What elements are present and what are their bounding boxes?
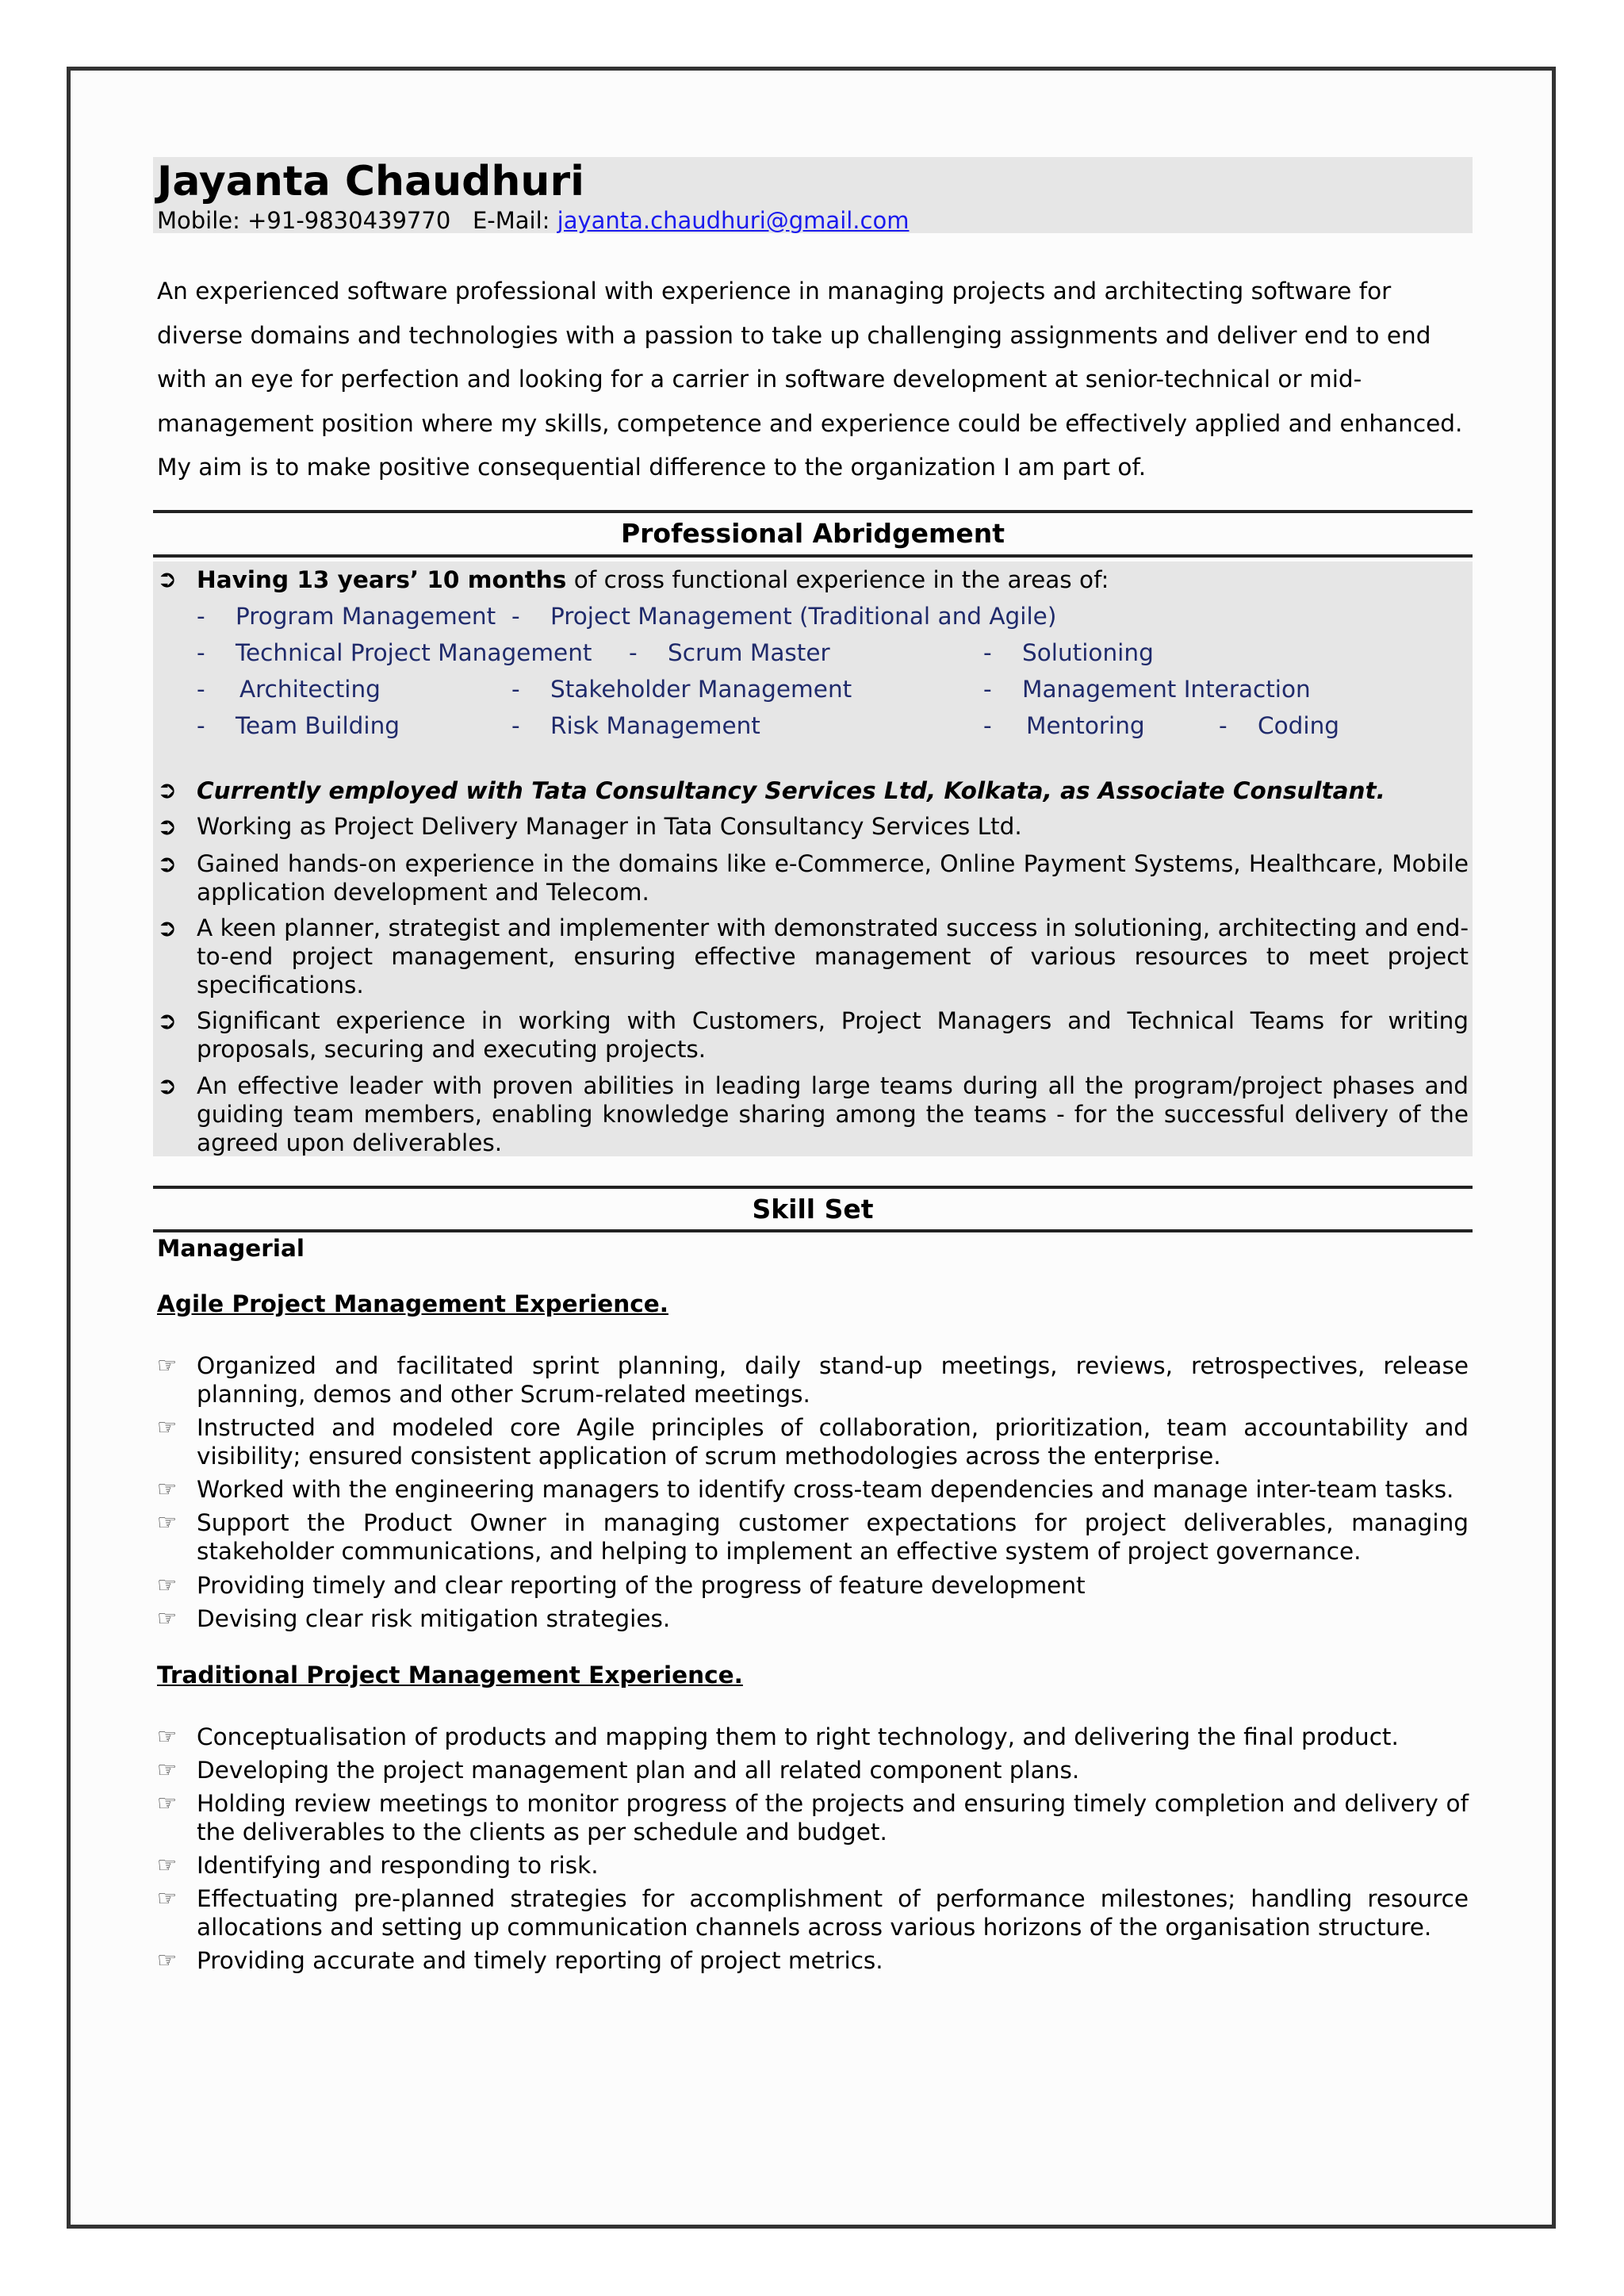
dash: - — [197, 603, 205, 630]
pointing-hand-icon: ☞ — [157, 1352, 178, 1378]
traditional-point: Identifying and responding to risk. — [197, 1852, 599, 1879]
traditional-point: Holding review meetings to monitor progress of the projects and ensuring timely completion and delivery of the deliverables to the clients as per schedule and budget. — [197, 1790, 1469, 1846]
traditional-point: Providing accurate and timely reporting of project metrics. — [197, 1947, 883, 1974]
agile-heading: Agile Project Management Experience. — [157, 1290, 668, 1317]
dash: - — [983, 676, 992, 703]
arrow-bullet-icon: ➲ — [157, 914, 178, 942]
abridgement-point: Gained hands-on experience in the domains like e-Commerce, Online Payment Systems, Healthcare, Mobile application development and Telecom. — [197, 850, 1469, 906]
current-employment: Currently employed with Tata Consultancy Services Ltd, Kolkata, as Associate Consultant. — [197, 777, 1385, 804]
arrow-bullet-icon: ➲ — [157, 776, 178, 804]
pointing-hand-icon: ☞ — [157, 1572, 178, 1598]
contact-line — [157, 205, 909, 236]
traditional-point: Conceptualisation of products and mapping them to right technology, and delivering the final product. — [197, 1723, 1399, 1750]
traditional-point: Effectuating pre-planned strategies for accomplishment of performance milestones; handling resource allocations and setting up communication channels across various horizons of the organisation structure. — [197, 1885, 1469, 1941]
dash: - — [197, 639, 205, 666]
agile-point: Devising clear risk mitigation strategies. — [197, 1605, 671, 1632]
summary-line: with an eye for perfection and looking for a carrier in software development at senior-technical or mid- — [157, 366, 1362, 393]
email-link[interactable]: jayanta.chaudhuri@gmail.com — [557, 207, 910, 234]
agile-point: Providing timely and clear reporting of the progress of feature development — [197, 1572, 1086, 1599]
agile-point: Organized and facilitated sprint planning, daily stand-up meetings, reviews, retrospectives, release planning, demos and other Scrum-related meetings. — [197, 1352, 1469, 1408]
managerial-heading: Managerial — [157, 1235, 304, 1262]
candidate-name: Jayanta Chaudhuri — [157, 158, 584, 205]
agile-point: Worked with the engineering managers to identify cross-team dependencies and manage inter-team tasks. — [197, 1476, 1454, 1503]
area-item: Scrum Master — [668, 639, 830, 666]
arrow-bullet-icon: ➲ — [157, 813, 178, 841]
dash: - — [983, 712, 992, 739]
area-item: Coding — [1258, 712, 1339, 739]
area-item: Mentoring — [1026, 712, 1145, 739]
section-title-skills: Skill Set — [752, 1194, 874, 1225]
arrow-bullet-icon: ➲ — [157, 1007, 178, 1035]
abridgement-point: A keen planner, strategist and implementer with demonstrated success in solutioning, architecting and end-to-end project management, ensuring effective management of various resources to meet project specifications. — [197, 914, 1469, 999]
arrow-bullet-icon: ➲ — [157, 1072, 178, 1100]
abridgement-point: Significant experience in working with Customers, Project Managers and Technical Teams for writing proposals, securing and executing projects. — [197, 1007, 1469, 1063]
experience-line — [197, 565, 1109, 595]
area-item: Program Management — [236, 603, 496, 630]
section-title-abridgement: Professional Abridgement — [620, 518, 1005, 549]
dash: - — [197, 712, 205, 739]
area-item: Management Interaction — [1022, 676, 1311, 703]
pointing-hand-icon: ☞ — [157, 1790, 178, 1816]
dash: - — [1219, 712, 1228, 739]
summary-line: My aim is to make positive consequential difference to the organization I am part of. — [157, 454, 1147, 481]
traditional-point: Developing the project management plan and all related component plans. — [197, 1757, 1080, 1784]
area-item: Stakeholder Management — [550, 676, 852, 703]
summary-line: management position where my skills, competence and experience could be effectively applied and enhanced. — [157, 409, 1463, 437]
dash: - — [511, 712, 520, 739]
agile-point: Instructed and modeled core Agile principles of collaboration, prioritization, team accountability and visibility; ensured consistent application of scrum methodologies across the enterprise. — [197, 1414, 1469, 1470]
dash: - — [197, 676, 205, 703]
area-item: Technical Project Management — [236, 639, 592, 666]
section-rule — [153, 1186, 1473, 1189]
pointing-hand-icon: ☞ — [157, 1476, 178, 1502]
dash: - — [629, 639, 638, 666]
agile-point: Support the Product Owner in managing customer expectations for project deliverables, managing stakeholder communications, and helping to implement an effective system of project governance. — [197, 1509, 1469, 1565]
pointing-hand-icon: ☞ — [157, 1947, 178, 1973]
traditional-heading: Traditional Project Management Experience. — [157, 1662, 743, 1688]
summary-line: diverse domains and technologies with a passion to take up challenging assignments and deliver end to end — [157, 321, 1431, 349]
pointing-hand-icon: ☞ — [157, 1605, 178, 1631]
contact-label: Mobile: +91-9830439770 E-Mail: — [157, 207, 557, 234]
dash: - — [511, 603, 520, 630]
dash: - — [983, 639, 992, 666]
summary — [157, 270, 1463, 490]
experience-rest: of cross functional experience in the areas of: — [566, 566, 1109, 593]
pointing-hand-icon: ☞ — [157, 1414, 178, 1440]
arrow-bullet-icon: ➲ — [157, 850, 178, 878]
pointing-hand-icon: ☞ — [157, 1509, 178, 1535]
experience-bold: Having 13 years’ 10 months — [197, 566, 567, 593]
dash: - — [511, 676, 520, 703]
section-rule — [153, 554, 1473, 558]
section-rule — [153, 510, 1473, 513]
pointing-hand-icon: ☞ — [157, 1885, 178, 1911]
abridgement-point: Working as Project Delivery Manager in Tata Consultancy Services Ltd. — [197, 813, 1022, 840]
area-item: Solutioning — [1022, 639, 1154, 666]
area-item: Architecting — [239, 676, 381, 703]
abridgement-point: An effective leader with proven abilities in leading large teams during all the program/project phases and guiding team members, enabling knowledge sharing among the teams - for the successful delivery of the agreed upon deliverables. — [197, 1072, 1469, 1156]
area-item: Team Building — [236, 712, 400, 739]
pointing-hand-icon: ☞ — [157, 1852, 178, 1878]
area-item: Project Management (Traditional and Agile) — [550, 603, 1057, 630]
pointing-hand-icon: ☞ — [157, 1757, 178, 1783]
area-item: Risk Management — [550, 712, 760, 739]
pointing-hand-icon: ☞ — [157, 1723, 178, 1750]
section-rule — [153, 1229, 1473, 1232]
summary-line: An experienced software professional with experience in managing projects and architecting software for — [157, 278, 1392, 305]
arrow-bullet-icon: ➲ — [157, 565, 178, 593]
